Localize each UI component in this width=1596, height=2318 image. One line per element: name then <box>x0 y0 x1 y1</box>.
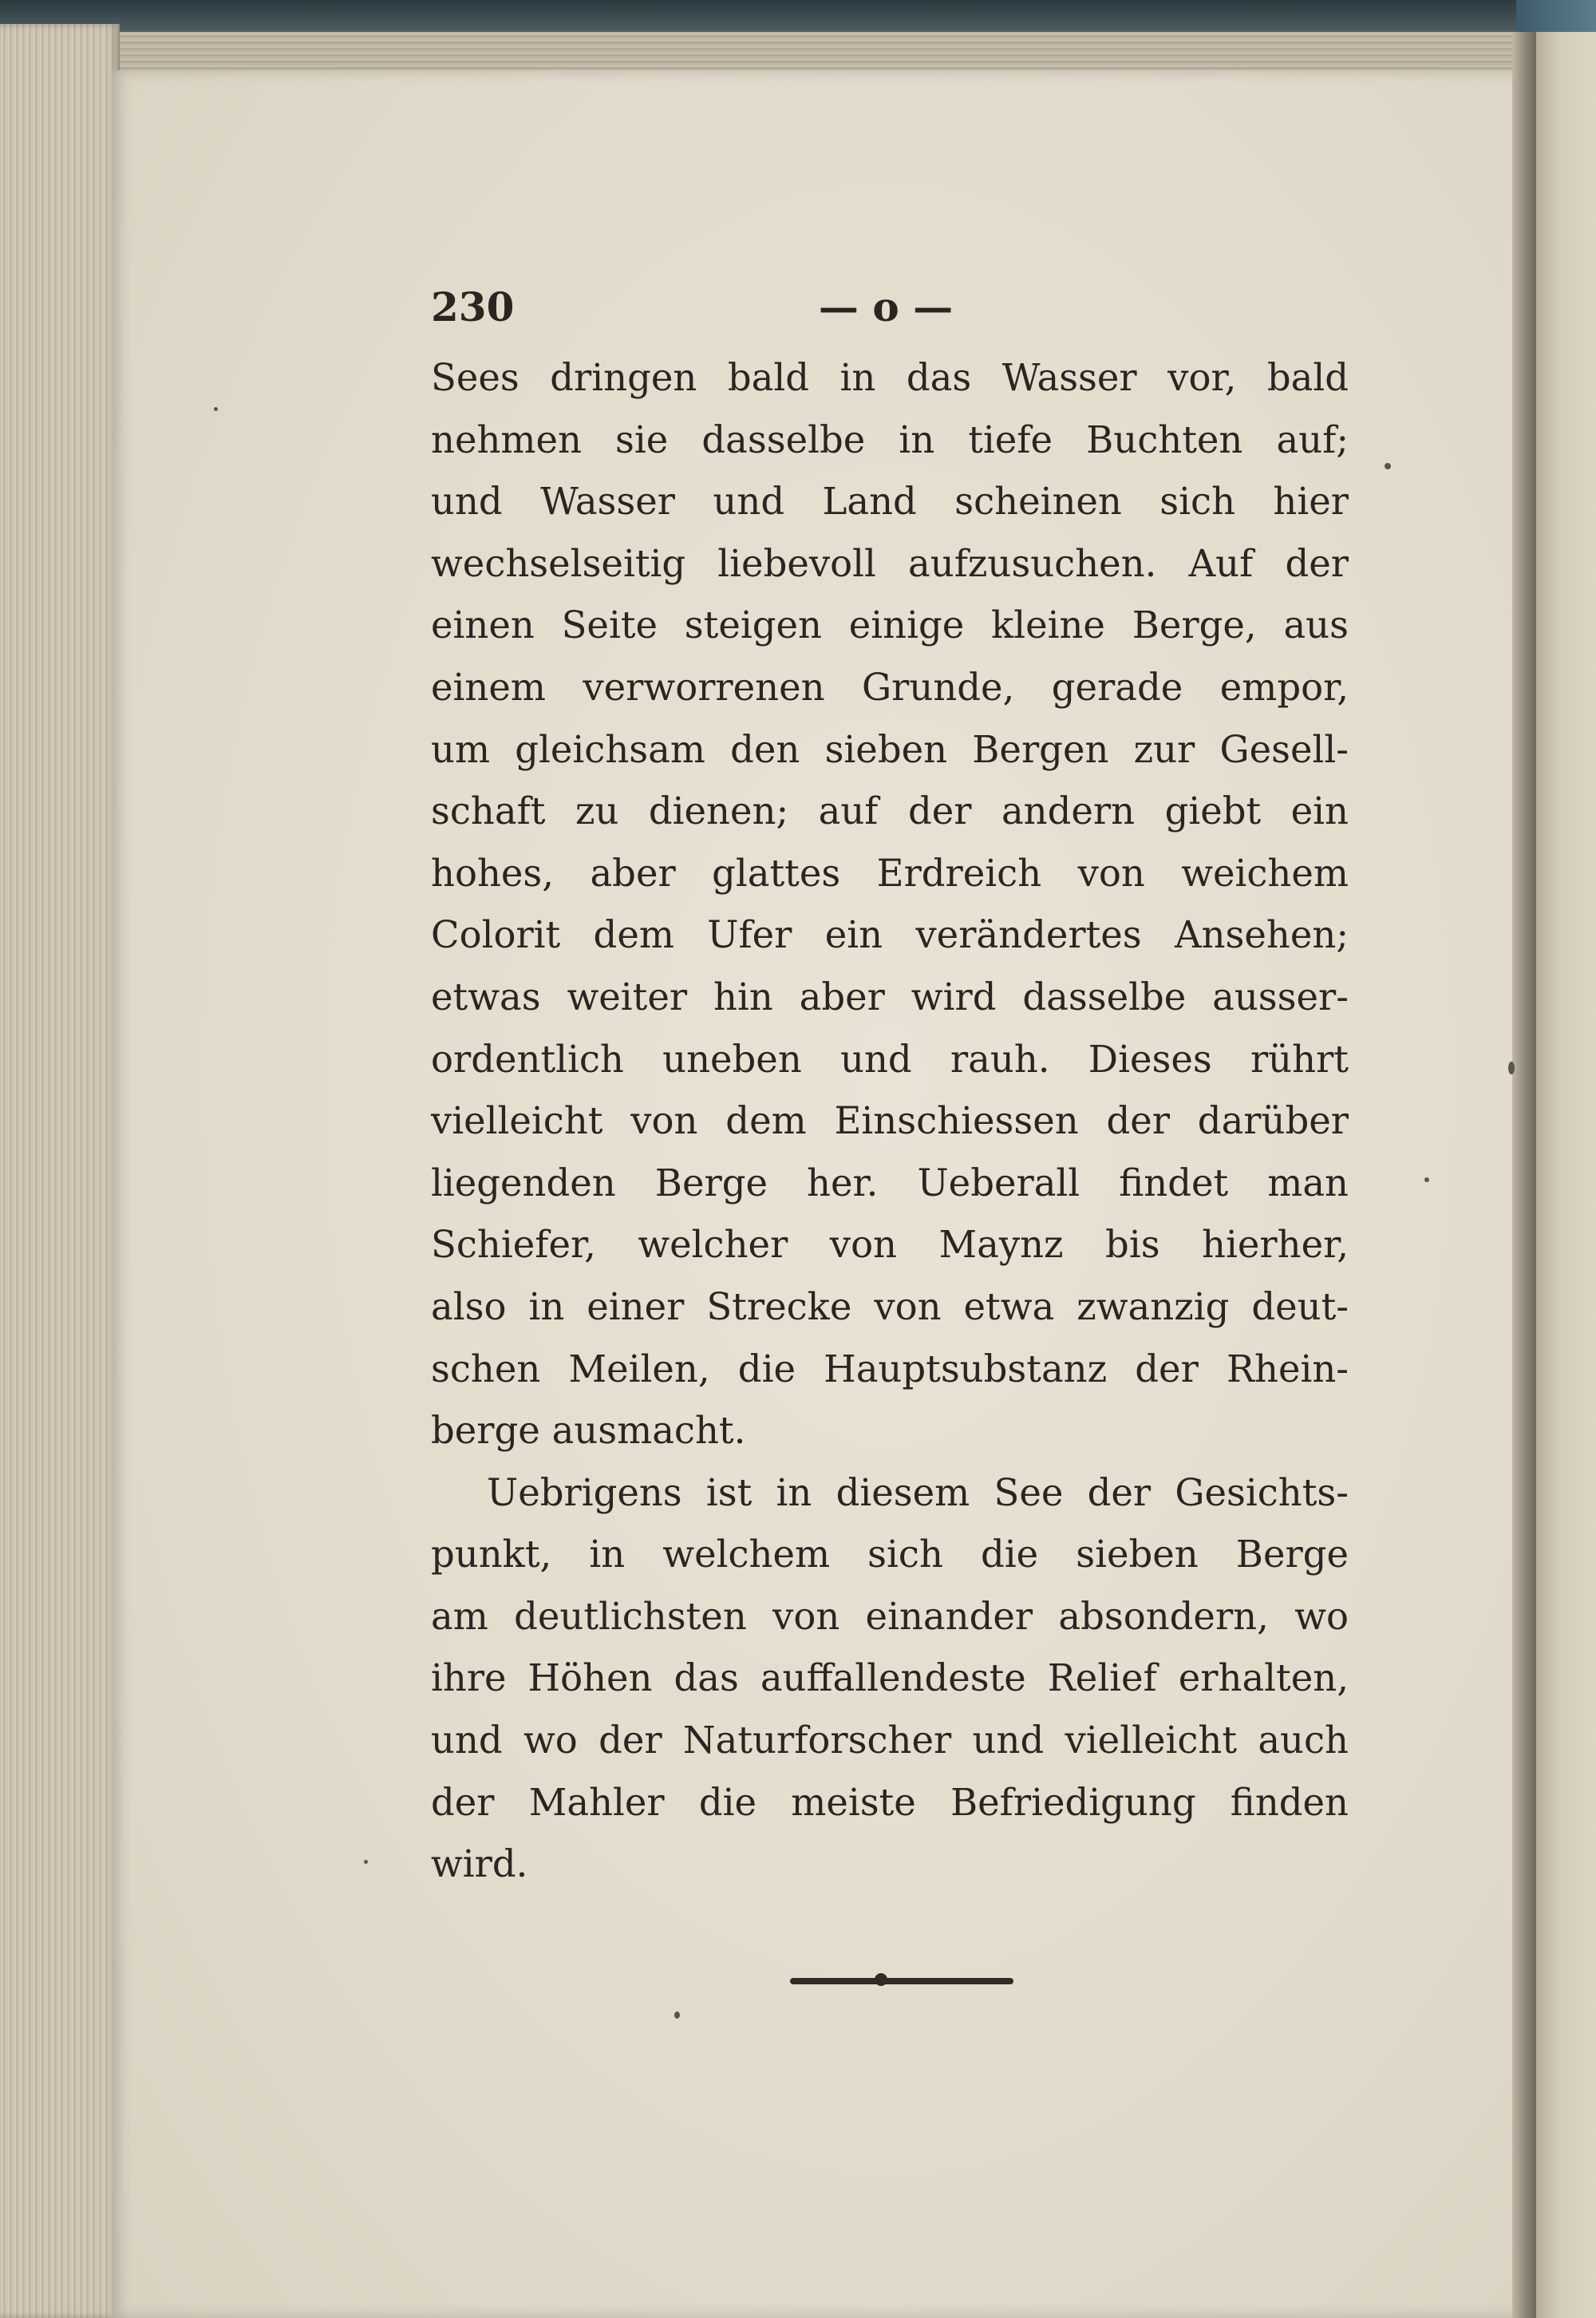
book-gutter <box>1512 32 1536 2318</box>
running-header <box>431 283 1349 347</box>
section-end-ornament <box>875 1973 887 1986</box>
paragraph-1 <box>431 347 1349 1462</box>
text-line: schaft zu dienen; auf der andern giebt ein <box>431 789 1349 833</box>
text-line: Uebrigens ist in diesem See der Gesichts- <box>487 1470 1349 1514</box>
paper-speck <box>1508 1062 1515 1074</box>
facing-page-edge <box>1536 32 1596 2318</box>
section-end-rule <box>790 1978 1013 1984</box>
text-line: um gleichsam den sieben Bergen zur Gesell- <box>431 727 1349 771</box>
text-line: liegenden Berge her. Ueberall findet man <box>431 1161 1349 1204</box>
text-line: schen Meilen, die Hauptsubstanz der Rhein- <box>431 1347 1349 1390</box>
text-line: einem verworrenen Grunde, gerade empor, <box>431 665 1349 709</box>
text-line: ihre Höhen das auffallendeste Relief erhalten, <box>431 1656 1349 1700</box>
text-line: wird. <box>431 1842 528 1886</box>
page-number: 230 <box>431 283 515 330</box>
text-line: also in einer Strecke von etwa zwanzig deut- <box>431 1284 1349 1328</box>
text-line: etwas weiter hin aber wird dasselbe ausser- <box>431 975 1349 1019</box>
page-text <box>431 283 1349 1896</box>
paper-speck <box>364 1860 368 1864</box>
paragraph-2 <box>431 1462 1349 1896</box>
paper-speck <box>214 407 218 411</box>
text-line: Sees dringen bald in das Wasser vor, bald <box>431 356 1349 399</box>
paper-speck <box>1385 463 1391 469</box>
text-line: punkt, in welchem sich die sieben Berge <box>431 1533 1349 1576</box>
text-line: und Wasser und Land scheinen sich hier <box>431 480 1349 524</box>
text-line: vielleicht von dem Einschiessen der darüber <box>431 1099 1349 1143</box>
paper-speck <box>1424 1177 1429 1182</box>
page-stack-left <box>0 24 120 2318</box>
text-line: Schiefer, welcher von Maynz bis hierher, <box>431 1223 1349 1267</box>
header-ornament: — o — <box>818 283 954 330</box>
paper-speck <box>674 2011 680 2019</box>
text-line: am deutlichsten von einander absondern, wo <box>431 1594 1349 1638</box>
text-line: ordentlich uneben und rauh. Dieses rührt <box>431 1037 1349 1081</box>
text-line: und wo der Naturforscher und vielleicht auch <box>431 1719 1349 1762</box>
text-line: Colorit dem Ufer ein verändertes Ansehen; <box>431 913 1349 957</box>
text-line: nehmen sie dasselbe in tiefe Buchten auf; <box>431 417 1349 461</box>
text-line: wechselseitig liebevoll aufzusuchen. Auf der <box>431 541 1349 585</box>
text-line: berge ausmacht. <box>431 1409 746 1453</box>
text-line: hohes, aber glattes Erdreich von weichem <box>431 851 1349 895</box>
text-line: der Mahler die meiste Befriedigung finden <box>431 1780 1349 1824</box>
text-line: einen Seite steigen einige kleine Berge, aus <box>431 603 1349 647</box>
